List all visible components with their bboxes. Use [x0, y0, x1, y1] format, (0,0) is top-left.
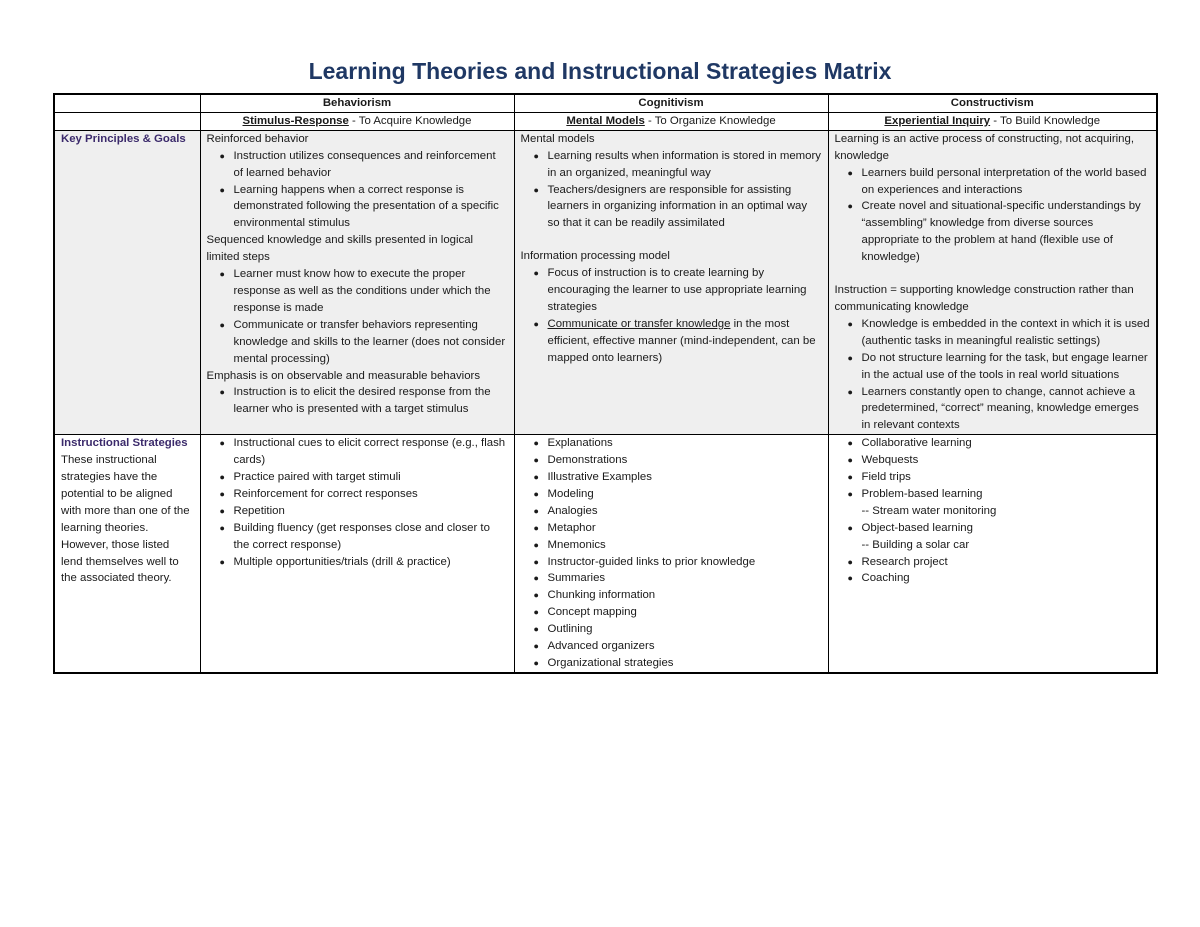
- list-item: ● Webquests: [862, 452, 1151, 469]
- principles-behaviorism: [200, 130, 514, 434]
- focus-constructivism: Experiential Inquiry: [884, 114, 991, 127]
- list-item: ● Learners build personal interpretation of the world based on experiences and interactions: [862, 165, 1151, 199]
- principles-constructivism: [828, 130, 1157, 434]
- list-item: ● Practice paired with target stimuli: [234, 469, 508, 486]
- bullet-list: [521, 148, 822, 233]
- principles-row: [54, 130, 1157, 434]
- list-item: ● Communicate or transfer behaviors representing knowledge and skills to the learner (does not consider mental processing): [234, 317, 508, 368]
- bullet-list: [207, 266, 508, 367]
- paragraph: Reinforced behavior: [206, 132, 309, 145]
- list-item: ● Building fluency (get responses close and closer to the correct response): [234, 520, 508, 554]
- list-item: ● Repetition: [234, 503, 508, 520]
- subtitle-constructivism: - To Build Knowledge: [990, 114, 1101, 127]
- document-title: Learning Theories and Instructional Strategies Matrix: [308, 58, 892, 84]
- corner-cell-2: [54, 112, 200, 130]
- list-item: ● Learner must know how to execute the proper response as well as the conditions under which the response is made: [234, 266, 508, 317]
- list-item: ● Instructional cues to elicit correct response (e.g., flash cards): [234, 435, 508, 469]
- list-item: [548, 316, 822, 367]
- strategies-note: These instructional strategies have the potential to be aligned with more than one of the learning theories. However, those listed lend themselves well to the associated theory.: [61, 454, 190, 585]
- subheader-cognitivism: [514, 112, 828, 130]
- paragraph: Emphasis is on observable and measurable behaviors: [206, 369, 481, 382]
- list-item: [862, 520, 1151, 554]
- list-item: ● Advanced organizers: [548, 638, 822, 655]
- list-item: ● Instruction is to elicit the desired response from the learner who is presented with a target stimulus: [234, 384, 508, 418]
- list-item: ● Collaborative learning: [862, 435, 1151, 452]
- column-header-cognitivism: Cognitivism: [514, 94, 828, 112]
- paragraph: Learning is an active process of constructing, not acquiring, knowledge: [834, 132, 1134, 162]
- bullet-list: [207, 435, 508, 570]
- bullet-list: [207, 384, 508, 418]
- list-item: ● Do not structure learning for the task, but engage learner in the actual use of the tools in real world situations: [862, 350, 1151, 384]
- strategies-constructivism: [828, 435, 1157, 673]
- spacer: [835, 266, 1151, 282]
- corner-cell: [54, 94, 200, 112]
- spacer: [521, 232, 822, 248]
- header-row: [54, 94, 1157, 112]
- phrase-rest: in the most efficient, effective manner (mind-independent, can be mapped onto learners): [547, 317, 816, 364]
- strategies-cognitivism: [514, 435, 828, 673]
- bullet-list: [207, 148, 508, 233]
- list-item: ● Multiple opportunities/trials (drill & practice): [234, 554, 508, 571]
- bullet-list: [835, 316, 1151, 434]
- list-item: ● Summaries: [548, 570, 822, 587]
- subheader-constructivism: [828, 112, 1157, 130]
- principles-cognitivism: [514, 130, 828, 434]
- subtitle-cognitivism: - To Organize Knowledge: [644, 114, 776, 127]
- column-header-behaviorism: Behaviorism: [200, 94, 514, 112]
- column-header-constructivism: Constructivism: [828, 94, 1157, 112]
- list-item: ● Instruction utilizes consequences and reinforcement of learned behavior: [234, 148, 508, 182]
- list-item: ● Coaching: [862, 570, 1151, 587]
- list-item: ● Concept mapping: [548, 604, 822, 621]
- strategies-label: Instructional Strategies: [61, 437, 188, 450]
- list-item: ● Knowledge is embedded in the context in which it is used (authentic tasks in meaningful realistic settings): [862, 316, 1151, 350]
- list-item: ● Mnemonics: [548, 537, 822, 554]
- list-item: ● Learners constantly open to change, cannot achieve a predetermined, “correct” meaning, knowledge emerges in relevant contexts: [862, 384, 1151, 435]
- list-item: ● Instructor-guided links to prior knowledge: [548, 554, 822, 571]
- item-text: ● Problem-based learning: [861, 487, 983, 500]
- strategies-behaviorism: [200, 435, 514, 673]
- paragraph: Mental models: [520, 132, 595, 145]
- list-item: ● Explanations: [548, 435, 822, 452]
- list-item: [862, 486, 1151, 520]
- item-text: ● Object-based learning: [861, 521, 973, 534]
- list-item: ● Demonstrations: [548, 452, 822, 469]
- subheader-behaviorism: [200, 112, 514, 130]
- list-item: ● Outlining: [548, 621, 822, 638]
- list-item: ● Research project: [862, 554, 1151, 571]
- list-item: ● Reinforcement for correct responses: [234, 486, 508, 503]
- bullet-list: [521, 265, 822, 366]
- subtitle-behaviorism: - To Acquire Knowledge: [348, 114, 472, 127]
- strategies-label-cell: [54, 435, 200, 673]
- principles-label-cell: [54, 130, 200, 434]
- focus-behaviorism: Stimulus-Response: [242, 114, 349, 127]
- list-item: ● Metaphor: [548, 520, 822, 537]
- list-item: ● Create novel and situational-specific understandings by “assembling” knowledge from diverse sources appropriate to the problem at hand (flexible use of knowledge): [862, 198, 1151, 266]
- underlined-phrase: Communicate or transfer knowledge: [547, 317, 731, 330]
- paragraph: Sequenced knowledge and skills presented in logical limited steps: [206, 234, 474, 264]
- paragraph: Information processing model: [520, 250, 670, 263]
- bullet-list: [521, 435, 822, 672]
- list-item: ● Modeling: [548, 486, 822, 503]
- sub-item: -- Stream water monitoring: [861, 504, 997, 517]
- subheader-row: [54, 112, 1157, 130]
- list-item: ● Teachers/designers are responsible for assisting learners in organizing information in an optimal way so that it can be readily assimilated: [548, 182, 822, 233]
- bullet-list: [835, 165, 1151, 266]
- bullet-list: [835, 435, 1151, 587]
- list-item: ● Learning happens when a correct response is demonstrated following the presentation of a specific environmental stimulus: [234, 182, 508, 233]
- list-item: ● Illustrative Examples: [548, 469, 822, 486]
- strategies-row: [54, 435, 1157, 673]
- sub-item: -- Building a solar car: [861, 538, 970, 551]
- list-item: ● Learning results when information is stored in memory in an organized, meaningful way: [548, 148, 822, 182]
- theories-matrix: [53, 93, 1158, 674]
- list-item: ● Focus of instruction is to create learning by encouraging the learner to use appropriate learning strategies: [548, 265, 822, 316]
- paragraph: Instruction = supporting knowledge construction rather than communicating knowledge: [834, 284, 1134, 313]
- focus-cognitivism: Mental Models: [566, 114, 645, 127]
- list-item: ● Analogies: [548, 503, 822, 520]
- principles-label: Key Principles & Goals: [61, 132, 186, 145]
- list-item: ● Organizational strategies: [548, 655, 822, 672]
- list-item: ● Chunking information: [548, 587, 822, 604]
- list-item: ● Field trips: [862, 469, 1151, 486]
